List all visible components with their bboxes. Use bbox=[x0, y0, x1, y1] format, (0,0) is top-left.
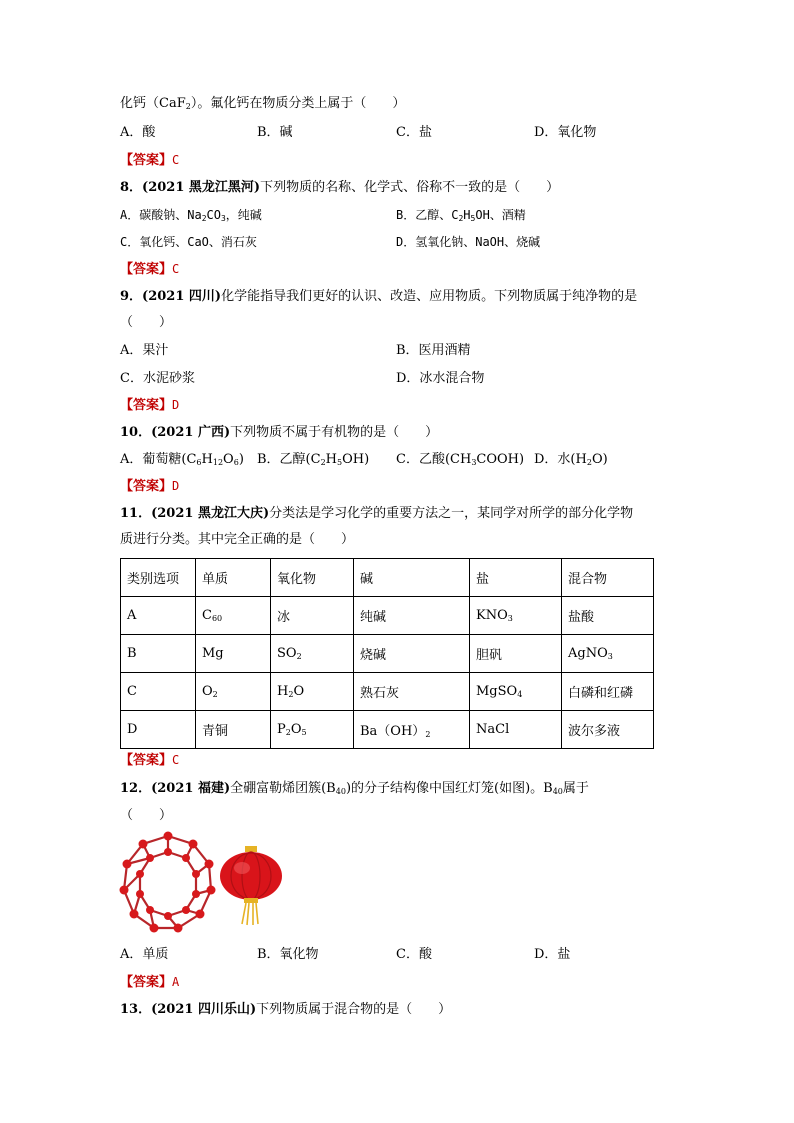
table-row bbox=[121, 711, 654, 749]
q10-option-d: D．水$(H_2O)$ bbox=[534, 452, 608, 467]
q9-stem: 9．(2021 四川)化学能指导我们更好的认识、改造、应用物质。下列物质属于纯净物的是 bbox=[120, 289, 638, 304]
b40-molecule-image bbox=[118, 830, 218, 938]
table-cell: 白磷和红磷 bbox=[562, 673, 654, 711]
table-cell: MgSO$_4$ bbox=[470, 673, 562, 711]
q8-option-c: C．氧化钙、CaO、消石灰 bbox=[120, 235, 257, 249]
q10-option-b: B．乙醇$(C_2H_5OH)$ bbox=[257, 452, 370, 467]
table-cell: 盐酸 bbox=[562, 597, 654, 635]
q10-stem: 10．(2021 广西)下列物质不属于有机物的是（ ） bbox=[120, 425, 439, 440]
classification-table bbox=[120, 558, 654, 749]
q12-option-a: A．单质 bbox=[120, 947, 169, 962]
table-cell: $KNO_3$ bbox=[470, 597, 562, 635]
table-cell: $C_{60}$ bbox=[196, 597, 271, 635]
table-cell: C bbox=[121, 673, 196, 711]
table-cell: $H_2O$ bbox=[271, 673, 354, 711]
table-row bbox=[121, 635, 654, 673]
table-cell: D bbox=[121, 711, 196, 749]
q7-answer: 【答案】C bbox=[120, 153, 180, 168]
table-cell: AgNO$_3$ bbox=[562, 635, 654, 673]
table-header-cell: 单质 bbox=[196, 559, 271, 597]
q12-paren: （ ） bbox=[120, 808, 173, 823]
q8-option-d: D．氢氧化钠、NaOH、烧碱 bbox=[396, 235, 541, 249]
q11-answer: 【答案】C bbox=[120, 753, 180, 768]
table-cell: 烧碱 bbox=[354, 635, 470, 673]
q13-stem: 13．(2021 四川乐山)下列物质属于混合物的是（ ） bbox=[120, 1002, 452, 1017]
q12-option-c: C．酸 bbox=[396, 947, 432, 962]
table-header-cell: 混合物 bbox=[562, 559, 654, 597]
table-header-cell: 碱 bbox=[354, 559, 470, 597]
q12-option-d: D．盐 bbox=[534, 947, 571, 962]
table-cell: 青铜 bbox=[196, 711, 271, 749]
table-cell: 纯碱 bbox=[354, 597, 470, 635]
q9-option-d: D．冰水混合物 bbox=[396, 371, 485, 386]
table-cell: 胆矾 bbox=[470, 635, 562, 673]
table-cell: $Ba(OH)_2$ bbox=[354, 711, 470, 749]
table-cell: NaCl bbox=[470, 711, 562, 749]
table-header-cell: 类别选项 bbox=[121, 559, 196, 597]
table-cell: A bbox=[121, 597, 196, 635]
q12-stem: 12．(2021 福建)全硼富勒烯团簇$(B_{40})$的分子结构像中国红灯笼(如图)。$B_{40}$属于 bbox=[120, 781, 589, 796]
table-row bbox=[121, 673, 654, 711]
q12-option-b: B．氧化物 bbox=[257, 947, 319, 962]
q12-answer: 【答案】A bbox=[120, 975, 180, 990]
table-header-cell: 盐 bbox=[470, 559, 562, 597]
q7-stem: 化钙（CaF$_2$）。氟化钙在物质分类上属于（ ） bbox=[120, 96, 406, 111]
table-cell: 熟石灰 bbox=[354, 673, 470, 711]
q10-answer: 【答案】D bbox=[120, 479, 180, 494]
red-lantern-image bbox=[218, 846, 284, 926]
table-cell: 冰 bbox=[271, 597, 354, 635]
table-cell: $P_2O_5$ bbox=[271, 711, 354, 749]
q7-option-a: A．酸 bbox=[120, 125, 156, 140]
q11-stem: 11．(2021 黑龙江大庆)分类法是学习化学的重要方法之一，某同学对所学的部分化学物 bbox=[120, 506, 634, 521]
q9-paren: （ ） bbox=[120, 315, 173, 330]
q8-option-b: B．乙醇、$C_2H_5OH$、酒精 bbox=[396, 208, 526, 223]
table-cell: 波尔多液 bbox=[562, 711, 654, 749]
table-header-row bbox=[121, 559, 654, 597]
table-row bbox=[121, 597, 654, 635]
q11-stem-cont: 质进行分类。其中完全正确的是（ ） bbox=[120, 532, 355, 547]
q10-option-c: C．乙酸$(CH_3COOH)$ bbox=[396, 452, 525, 467]
q7-option-c: C．盐 bbox=[396, 125, 432, 140]
q10-option-a: A．葡萄糖$(C_6H_{12}O_6)$ bbox=[120, 452, 244, 467]
table-header-cell: 氧化物 bbox=[271, 559, 354, 597]
table-cell: Mg bbox=[196, 635, 271, 673]
q8-option-a: A．碳酸钠、$Na_2CO_3$，纯碱 bbox=[120, 208, 262, 223]
q8-stem: 8．(2021 黑龙江黑河)下列物质的名称、化学式、俗称不一致的是（ ） bbox=[120, 180, 560, 195]
table-cell: $SO_2$ bbox=[271, 635, 354, 673]
q9-option-b: B．医用酒精 bbox=[396, 343, 471, 358]
q9-option-a: A．果汁 bbox=[120, 343, 169, 358]
table-cell: $O_2$ bbox=[196, 673, 271, 711]
q9-option-c: C．水泥砂浆 bbox=[120, 371, 195, 386]
q7-option-d: D．氧化物 bbox=[534, 125, 597, 140]
q9-answer: 【答案】D bbox=[120, 398, 180, 413]
q7-option-b: B．碱 bbox=[257, 125, 293, 140]
table-cell: B bbox=[121, 635, 196, 673]
q8-answer: 【答案】C bbox=[120, 262, 180, 277]
